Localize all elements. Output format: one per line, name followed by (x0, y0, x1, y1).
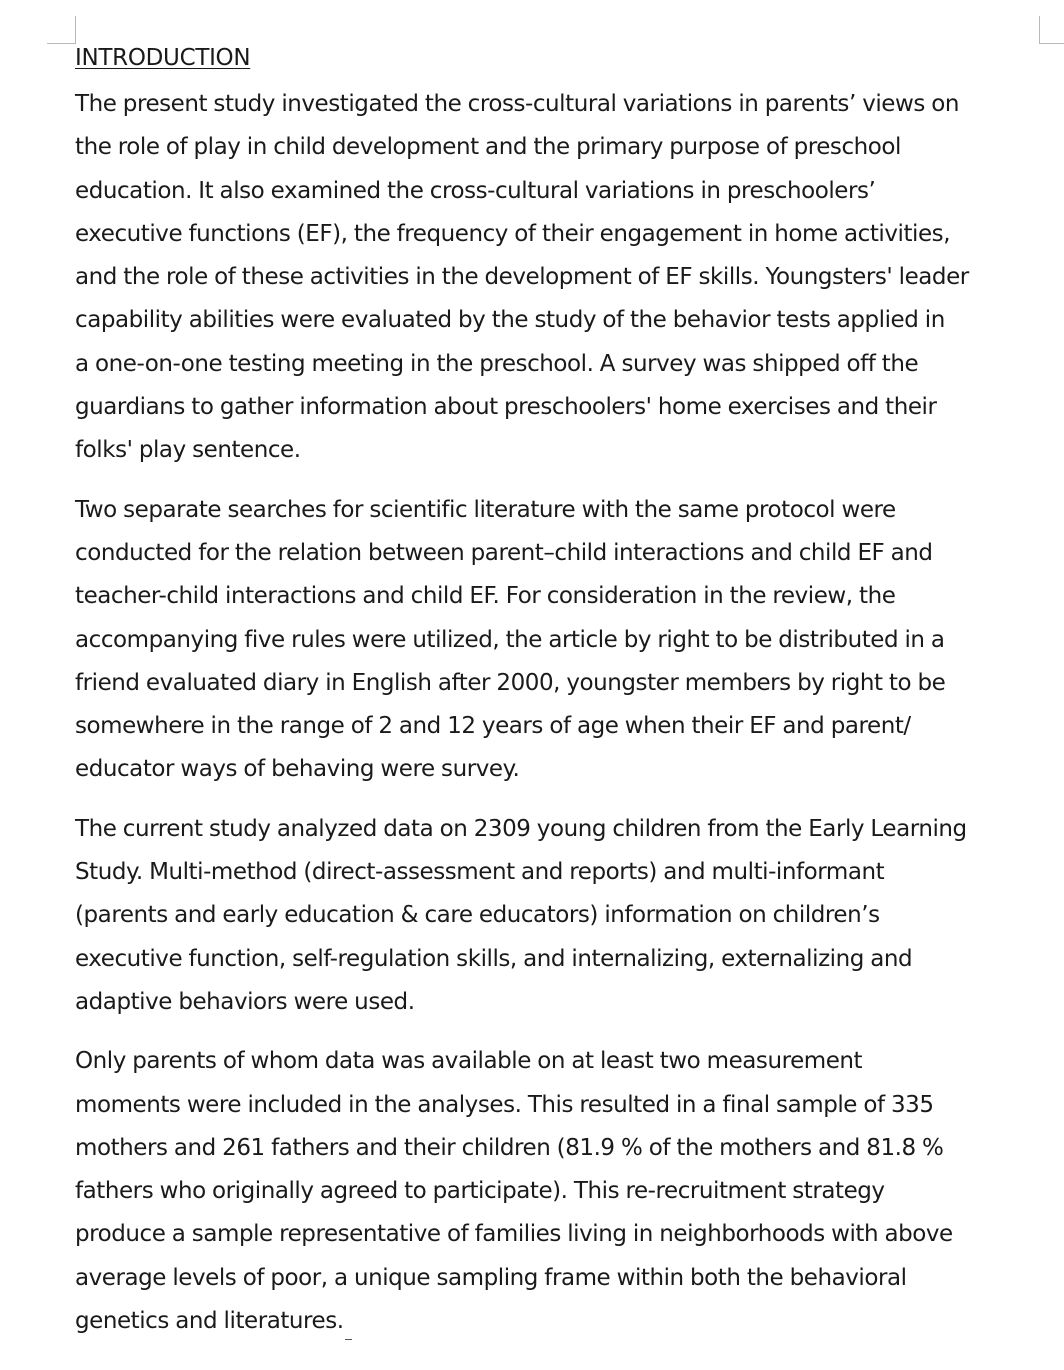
text-line: the role of play in child development and the primary purpose of preschool (75, 134, 901, 161)
crop-mark-top-right (1039, 16, 1064, 44)
text-line: The current study analyzed data on 2309 young children from the Early Learning (75, 815, 967, 842)
text-line: The present study investigated the cross-cultural variations in parents’ views on (75, 91, 959, 117)
crop-mark-top-left (47, 16, 76, 44)
last-line-text: genetics and literatures. (75, 1308, 344, 1335)
paragraph-1 (75, 83, 1035, 473)
paragraph-3 (75, 808, 1035, 1024)
text-line: Study. Multi-method (direct-assessment and reports) and multi-informant (75, 859, 885, 886)
text-line: education. It also examined the cross-cultural variations in preschoolers’ (75, 177, 876, 204)
text-line: guardians to gather information about preschoolers' home exercises and their (75, 394, 937, 421)
text-line: executive function, self-regulation skills, and internalizing, externalizing and (75, 945, 913, 972)
paragraph-4 (75, 1040, 1035, 1343)
text-line: teacher-child interactions and child EF. For consideration in the review, the (75, 583, 896, 610)
text-line: friend evaluated diary in English after 2000, youngster members by right to be (75, 669, 946, 696)
text-line: educator ways of behaving were survey. (75, 756, 520, 783)
text-line: capability abilities were evaluated by the study of the behavior tests applied in (75, 307, 945, 334)
text-cursor (345, 1339, 352, 1340)
text-line: executive functions (EF), the frequency of their engagement in home activities, (75, 220, 951, 247)
text-line: average levels of poor, a unique sampling frame within both the behavioral (75, 1264, 907, 1291)
text-line: accompanying five rules were utilized, the article by right to be distributed in a (75, 626, 945, 653)
text-line (75, 1300, 1035, 1343)
section-heading: INTRODUCTION (75, 45, 251, 71)
text-line: conducted for the relation between parent–child interactions and child EF and (75, 539, 933, 566)
text-line: Only parents of whom data was available on at least two measurement (75, 1048, 863, 1075)
text-line: Two separate searches for scientific literature with the same protocol were (75, 496, 896, 523)
paragraph-2 (75, 489, 1035, 792)
text-line: and the role of these activities in the development of EF skills. Youngsters' leader (75, 264, 969, 291)
document-body[interactable] (75, 40, 1035, 1359)
text-line: somewhere in the range of 2 and 12 years of age when their EF and parent/ (75, 713, 911, 740)
text-line: (parents and early education & care educators) information on children’s (75, 902, 880, 929)
text-line: moments were included in the analyses. This resulted in a final sample of 335 (75, 1091, 934, 1118)
text-line: fathers who originally agreed to participate). This re-recruitment strategy (75, 1178, 885, 1205)
text-line: mothers and 261 fathers and their children (81.9 % of the mothers and 81.8 % (75, 1134, 944, 1161)
text-line: adaptive behaviors were used. (75, 988, 415, 1015)
text-line: a one-on-one testing meeting in the preschool. A survey was shipped off the (75, 350, 919, 377)
text-line: folks' play sentence. (75, 437, 301, 464)
text-line: produce a sample representative of families living in neighborhoods with above (75, 1221, 953, 1248)
